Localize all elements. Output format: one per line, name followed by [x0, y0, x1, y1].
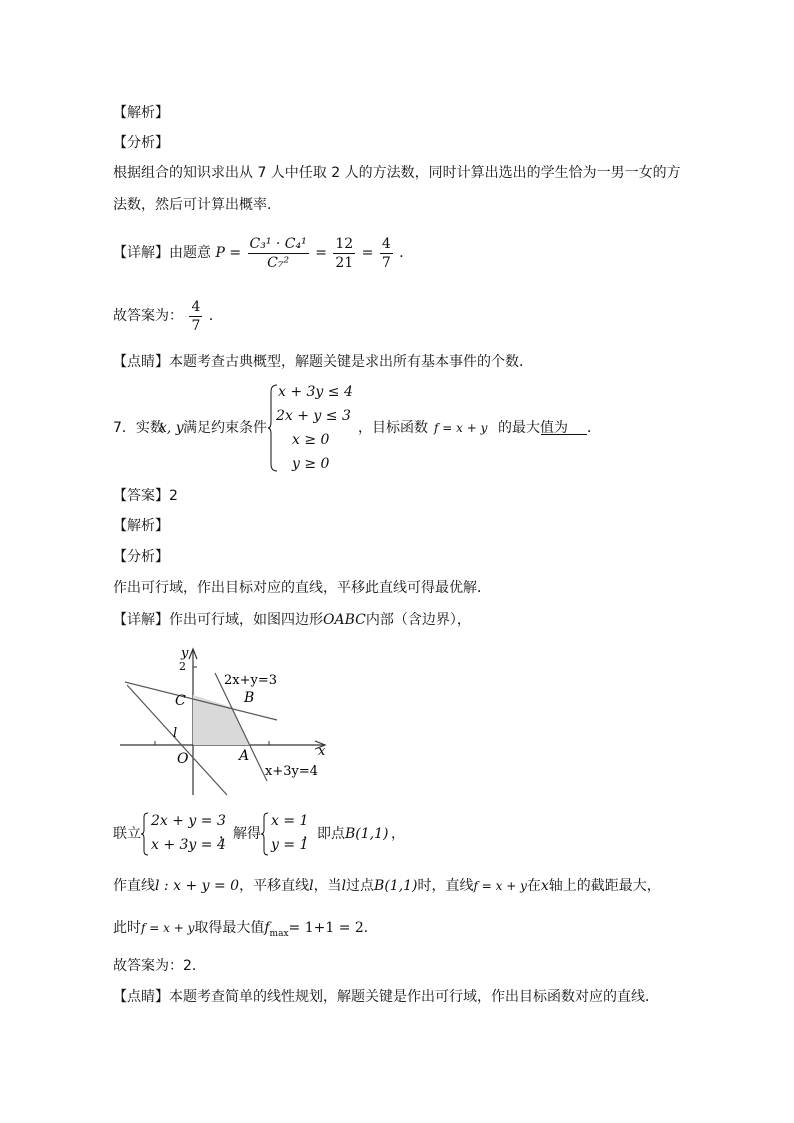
analysis-label-1: 【解析】 [113, 105, 169, 121]
fenxi-label-1: 【分析】 [113, 135, 169, 151]
x-symbol: x [540, 878, 549, 894]
line-label-x-3y-4: x+3y=4 [265, 764, 319, 779]
fraction-numerator: 4 [191, 298, 201, 315]
max-subscript: max [269, 928, 289, 939]
final-answer-7: 故答案为：2． [113, 958, 206, 974]
answer-line-1 [113, 296, 223, 336]
x-axis-label: x [318, 744, 326, 759]
period: ． [399, 245, 414, 261]
fraction-numerator: C₃¹ · C₄¹ [249, 235, 307, 252]
analysis-text-2: 法数，然后可计算出概率． [113, 197, 281, 213]
dianjing-7: 【点睛】本题考查简单的线性规划，解题关键是作出可行域，作出目标函数对应的直线． [113, 989, 659, 1005]
left-brace-icon [268, 384, 278, 472]
dianjing-1: 【点睛】本题考查古典概型，解题关键是求出所有基本事件的个数． [113, 354, 533, 370]
prob-symbol: P = [215, 245, 242, 261]
detail-line-7 [113, 610, 471, 630]
feasible-region-figure [115, 645, 335, 800]
answer-fraction [189, 298, 202, 335]
period: ． [363, 920, 378, 936]
analysis-text-7: 作出可行域，作出目标对应的直线，平移此直线可得最优解． [113, 580, 491, 596]
objective-function: f = x + y [434, 421, 488, 435]
y-axis-label: y [181, 646, 189, 661]
system-eq-2: x + 3y = 4 [151, 837, 226, 853]
combination-fraction [248, 235, 309, 272]
point-label-O: O [177, 751, 189, 767]
text: 此时 [113, 920, 141, 936]
point-B: B(1,1) [374, 878, 418, 894]
solution-y: y = 1 [271, 837, 309, 853]
point-label: ，即点 [303, 826, 345, 842]
text: ，平移直线 [239, 878, 310, 894]
answer-blank [541, 420, 587, 435]
tick-label-2: 2 [179, 660, 186, 673]
question-vars: x, y [159, 420, 184, 436]
constraint-1: x + 3y ≤ 4 [278, 384, 353, 400]
answer-label: 故答案为： [113, 308, 183, 324]
left-brace-icon [261, 812, 269, 856]
point-label-B: B [244, 690, 255, 706]
text: 取得最大值 [194, 920, 265, 936]
constraint-4: y ≥ 0 [292, 456, 330, 472]
objective-function: f = x + y [473, 879, 527, 893]
feasible-region [193, 695, 249, 745]
line-l-eq: l : x + y = 0 [155, 878, 240, 894]
line-label-l: l [173, 726, 178, 741]
fraction-denominator: 7 [191, 317, 201, 334]
objective-function: f = x + y [141, 921, 195, 935]
line-l-symbol: l [341, 878, 347, 894]
text: 时，直线 [417, 878, 474, 894]
line-l-symbol: l [309, 878, 314, 894]
fraction-numerator: 4 [381, 235, 391, 252]
fraction-denominator: C₇² [267, 254, 290, 271]
comma: ， [391, 826, 405, 842]
analysis-text-1: 根据组合的知识求出从 7 人中任取 2 人的方法数，同时计算出选出的学生恰为一男一女的方 [113, 165, 681, 181]
fraction-numerator: 12 [335, 235, 354, 252]
point-label-A: A [239, 748, 250, 764]
point-label-C: C [175, 693, 186, 709]
text: 过点 [346, 878, 375, 894]
question-prefix: 7．实数 [113, 420, 164, 436]
left-brace-icon [141, 812, 149, 856]
fenxi-label-7: 【分析】 [113, 549, 169, 565]
point-B: B(1,1) [345, 826, 389, 842]
solution-x: x = 1 [271, 813, 309, 829]
text: 在 [526, 878, 541, 894]
detail-line-1 [113, 233, 413, 273]
fraction-12-21 [333, 235, 355, 272]
detail-label: 【详解】由题意 [113, 245, 211, 261]
lianli-label: 联立 [113, 826, 141, 842]
question-mid: 满足约束条件 [183, 420, 267, 436]
detail-post: 内部（含边界）， [365, 612, 471, 628]
draw-line-text [113, 876, 661, 896]
constraint-3: x ≥ 0 [292, 432, 330, 448]
fraction-4-7 [380, 235, 393, 272]
objective-pre: ，目标函数 [358, 420, 428, 436]
fraction-denominator: 7 [381, 254, 391, 271]
period: ． [208, 308, 223, 324]
constraint-2: 2x + y ≤ 3 [276, 408, 351, 424]
max-value: = 1+1 = 2 [288, 920, 364, 936]
text: 作直线 [113, 878, 155, 894]
f-symbol: f [264, 920, 270, 936]
fraction-denominator: 21 [335, 254, 354, 271]
text: ，当 [313, 878, 342, 894]
equals-sign: = [315, 245, 327, 261]
line-label-2x-y-3: 2x+y=3 [224, 673, 278, 688]
max-value-line [113, 918, 378, 944]
analysis-label-7: 【解析】 [113, 518, 169, 534]
objective-post: 的最大值为 [498, 420, 568, 436]
system-eq-1: 2x + y = 3 [151, 813, 226, 829]
equals-sign: = [361, 245, 374, 261]
answer-label-7: 【答案】2 [113, 488, 178, 504]
jiede-label: ，解得 [219, 826, 261, 842]
text: 轴上的截距最大， [548, 878, 661, 894]
detail-label: 【详解】作出可行域，如图四边形 [113, 612, 323, 628]
polygon-name: OABC [323, 612, 366, 628]
period: ． [587, 420, 601, 436]
